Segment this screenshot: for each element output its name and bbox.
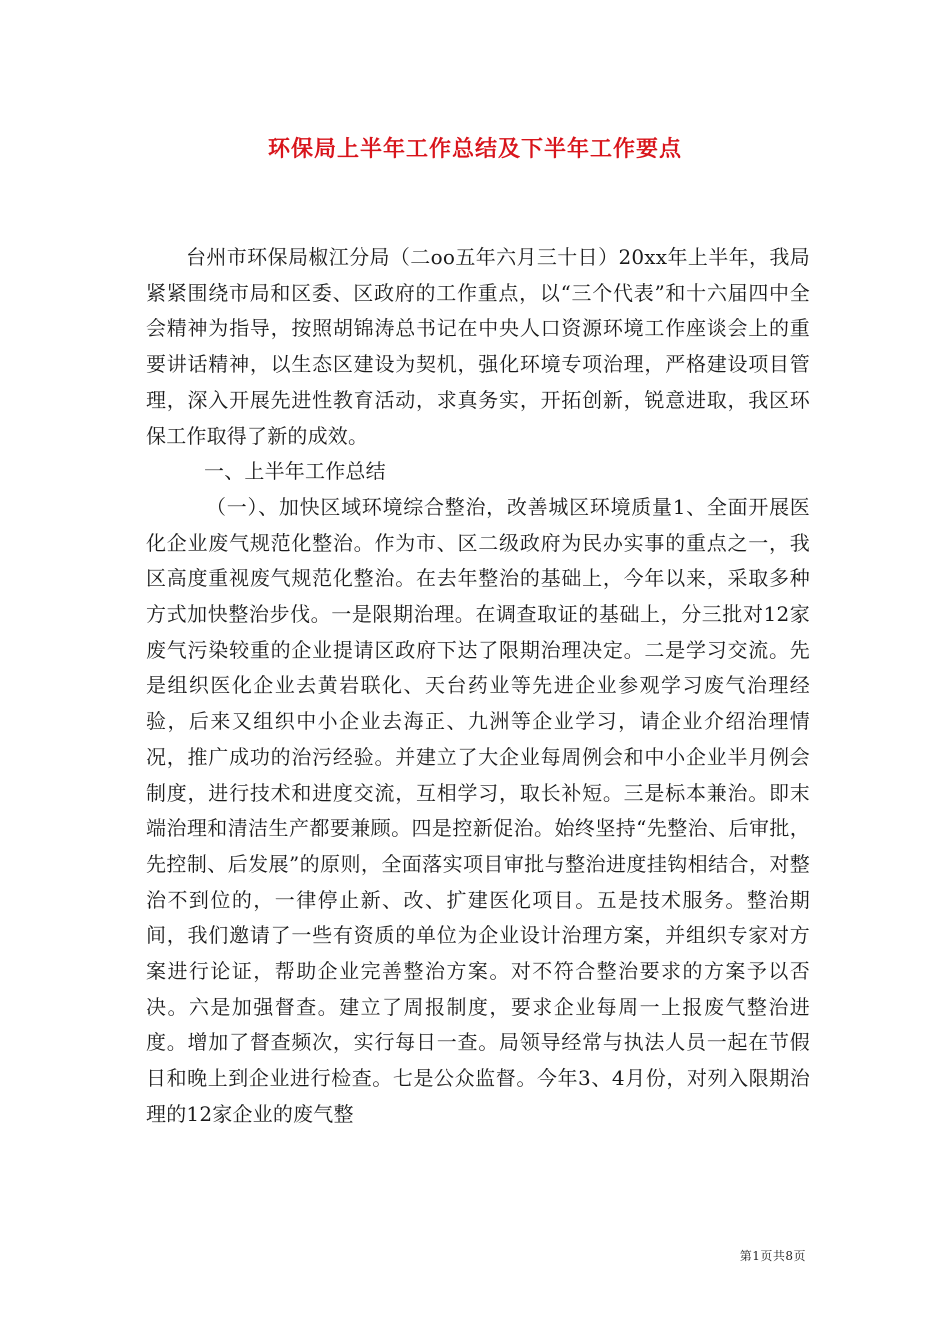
page-number: 第1页共8页 — [739, 1249, 806, 1263]
section-heading: 一、上半年工作总结 — [204, 459, 386, 484]
body-paragraph: 台州市环保局椒江分局（二oo五年六月三十日）20xx年上半年，我局紧紧围绕市局和区委、区政府的工作重点，以“三个代表”和十六届四中全会精神为指导，按照胡锦涛总书记在中央人口资源环境工作座谈会上的重要讲话精神，以生态区建设为契机，强化环境专项治理，严格建设项目管理，深入开展先进性教育活动，求真务实，开拓创新，锐意进取，我区环保工作取得了新的成效。 — [146, 245, 810, 448]
body-paragraph: （一）、加快区域环境综合整治，改善城区环境质量1、全面开展医化企业废气规范化整治。作为市、区二级政府为民办实事的重点之一，我区高度重视废气规范化整治。在去年整治的基础上，今年以来，采取多种方式加快整治步伐。一是限期治理。在调查取证的基础上，分三批对12家废气污染较重的企业提请区政府下达了限期治理决定。二是学习交流。先是组织医化企业去黄岩联化、天台药业等先进企业参观学习废气治理经验，后来又组织中小企业去海正、九洲等企业学习，请企业介绍治理情况，推广成功的治污经验。并建立了大企业每周例会和中小企业半月例会制度，进行技术和进度交流，互相学习，取长补短。三是标本兼治。即末端治理和清洁生产都要兼顾。四是控新促治。始终坚持“先整治、后审批，先控制、后发展”的原则，全面落实项目审批与整治进度挂钩相结合，对整治不到位的，一律停止新、改、扩建医化项目。五是技术服务。整治期间，我们邀请了一些有资质的单位为企业设计治理方案，并组织专家对方案进行论证，帮助企业完善整治方案。对不符合整治要求的方案予以否决。六是加强督查。建立了周报制度，要求企业每周一上报废气整治进度。增加了督查频次，实行每日一查。局领导经常与执法人员一起在节假日和晚上到企业进行检查。七是公众监督。今年3、4月份，对列入限期治理的12家企业的废气整 — [146, 494, 810, 1126]
document-title: 环保局上半年工作总结及下半年工作要点 — [267, 136, 682, 162]
document-body — [146, 240, 810, 1133]
